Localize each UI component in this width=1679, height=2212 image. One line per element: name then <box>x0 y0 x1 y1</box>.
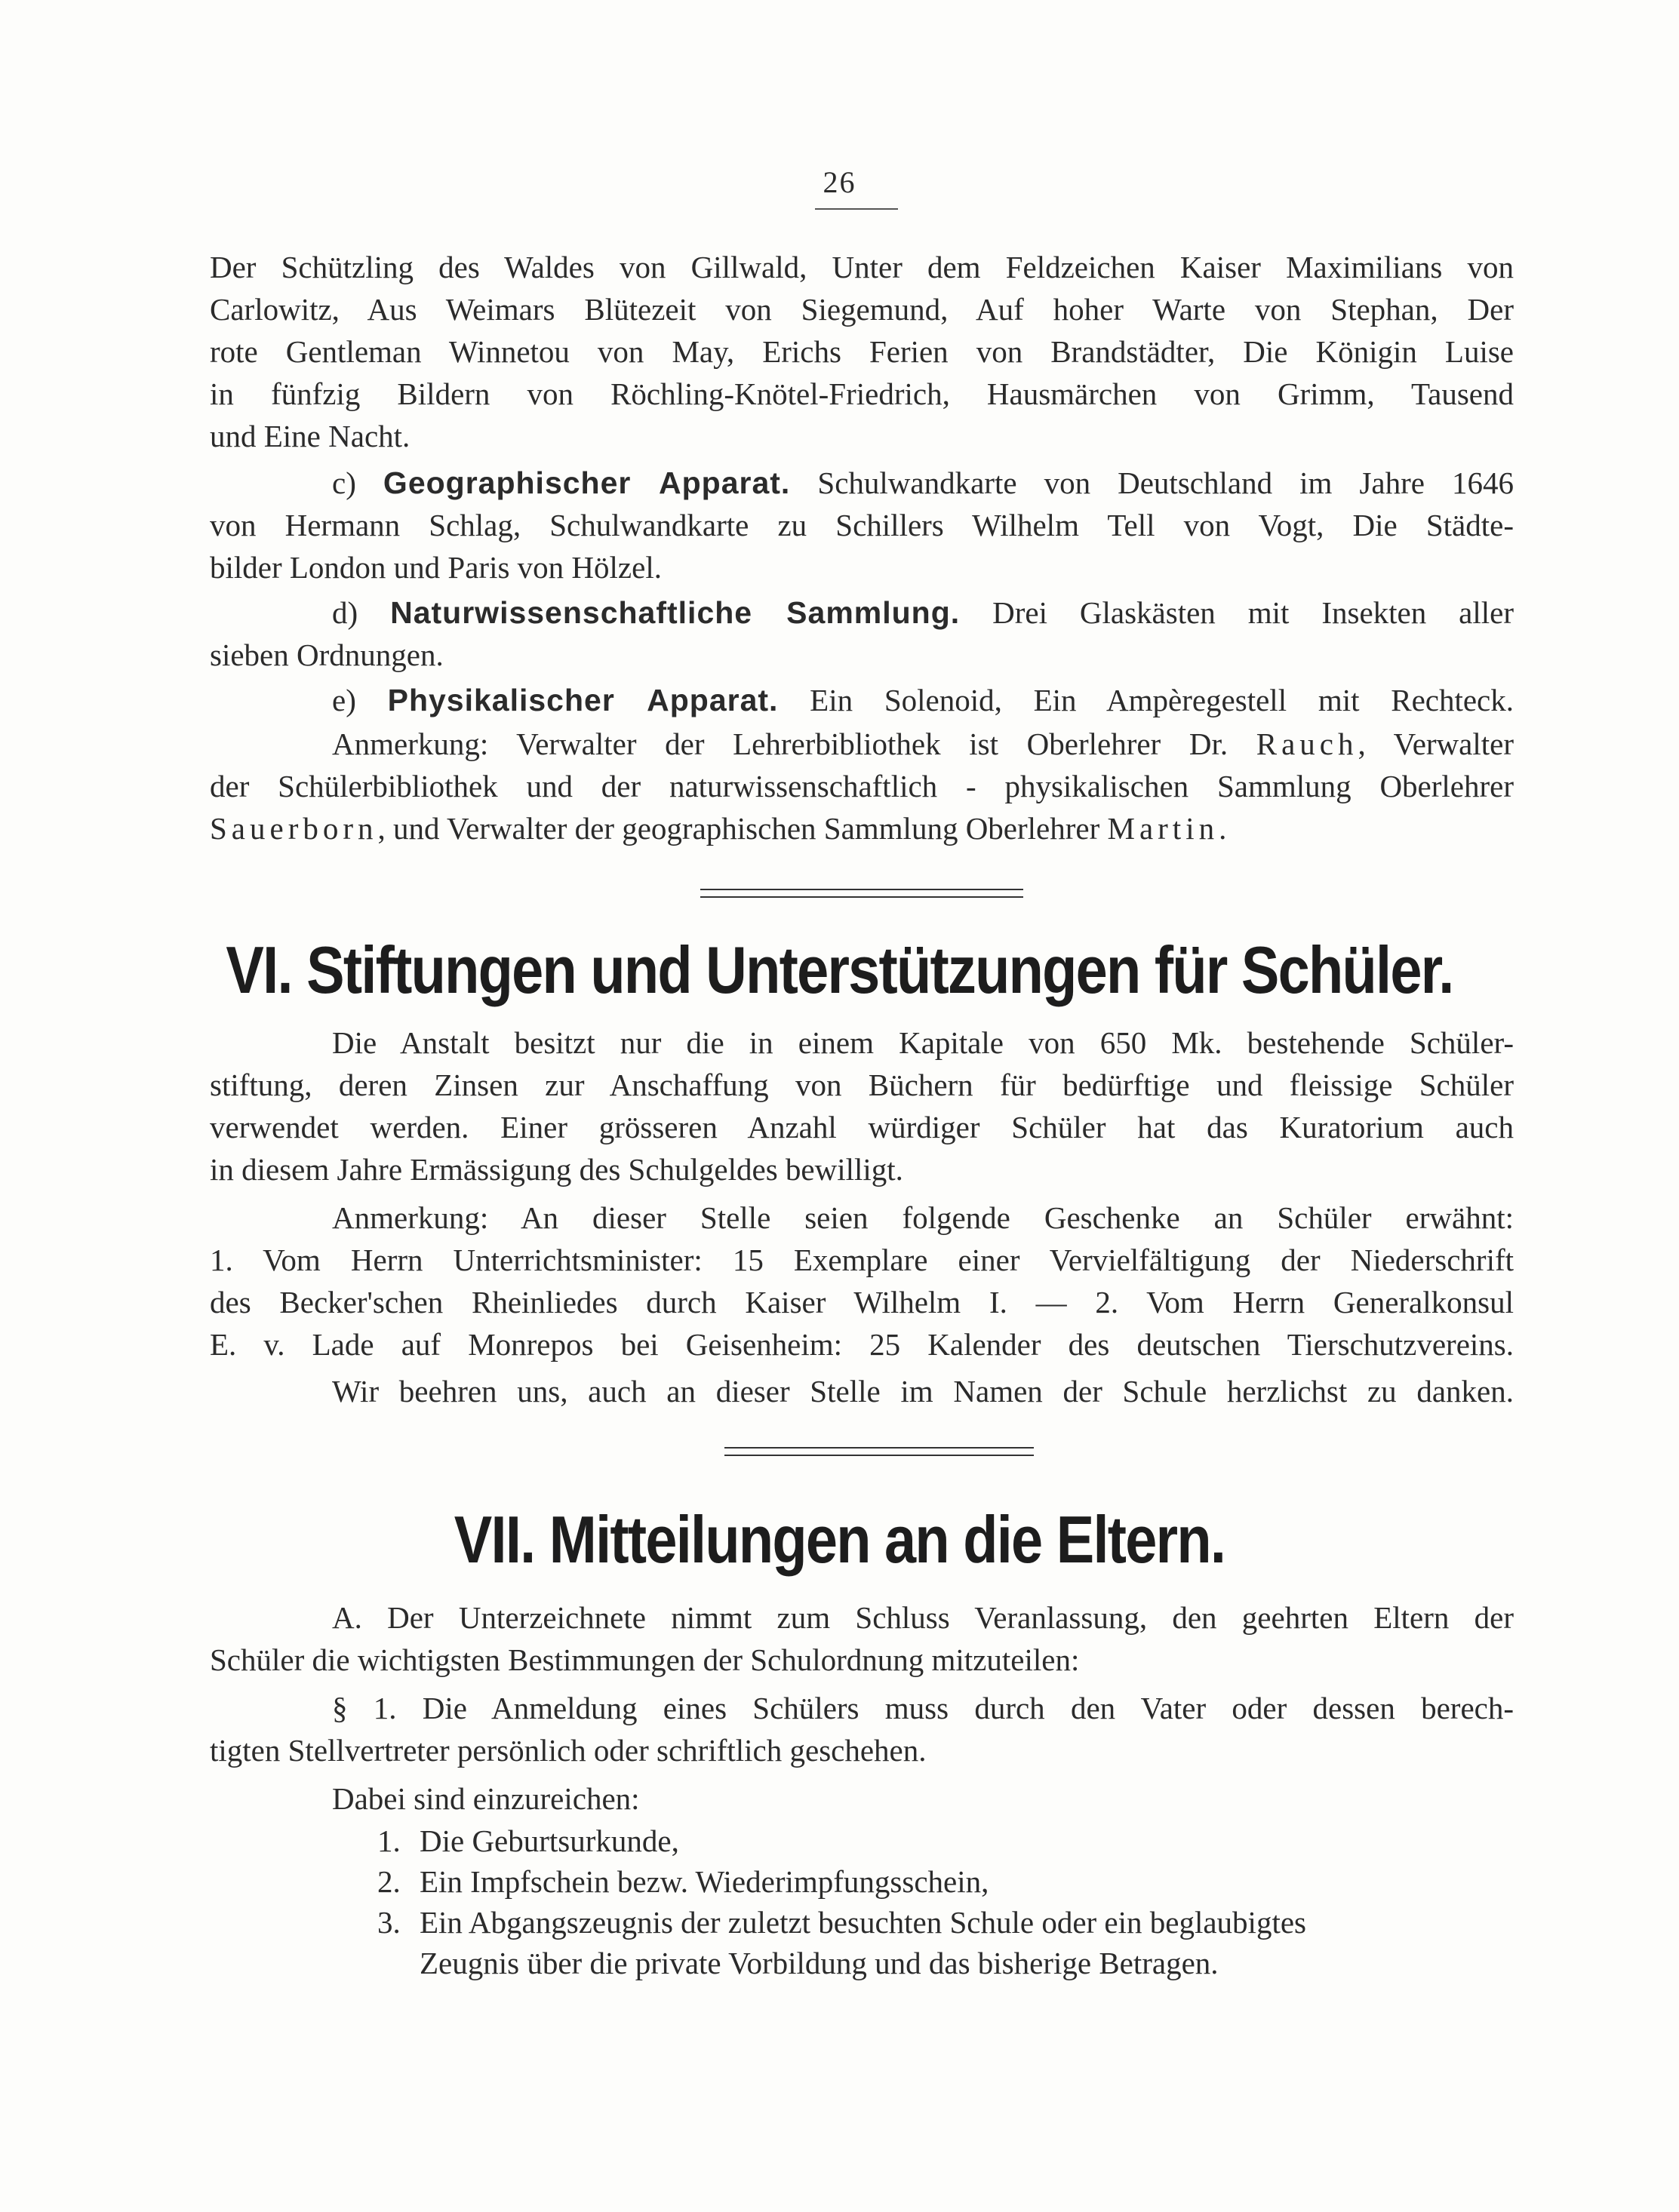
text-line: sieben Ordnungen. <box>210 637 444 672</box>
text-line: § 1. Die Anmeldung eines Schülers muss durch den Vater oder dessen berech- <box>332 1691 1514 1725</box>
note-line <box>210 807 1514 849</box>
text-line: und Eine Nacht. <box>210 419 411 453</box>
note-text: , und Verwalter der geographischen Sammlung Oberlehrer <box>377 811 1100 846</box>
list-text: Ein Abgangszeugnis der zuletzt besuchten Schule oder ein beglaubigtes <box>420 1905 1306 1940</box>
list-number: 3. <box>377 1905 401 1940</box>
item-c-line <box>332 462 1514 504</box>
text-line: von Hermann Schlag, Schulwandkarte zu Schillers Wilhelm Tell von Vogt, Die Städte- <box>210 508 1514 542</box>
item-c-title: Geographischer Apparat. <box>383 465 791 500</box>
note-text: Anmerkung: Verwalter der Lehrerbibliothek ist Oberlehrer Dr. <box>332 727 1228 761</box>
text-line: in diesem Jahre Ermässigung des Schulgeldes bewilligt. <box>210 1152 903 1187</box>
list-text: Die Geburtsurkunde, <box>420 1823 679 1858</box>
note-name: Martin <box>1107 811 1219 846</box>
note-line <box>332 723 1514 765</box>
text-line: Der Schützling des Waldes von Gillwald, Unter dem Feldzeichen Kaiser Maximilians von <box>210 250 1514 284</box>
item-e-line <box>332 679 1514 721</box>
text-line: Dabei sind einzureichen: <box>332 1781 640 1816</box>
text-line: Die Anstalt besitzt nur die in einem Kapitale von 650 Mk. bestehende Schüler- <box>332 1025 1514 1060</box>
item-c-text: Schulwandkarte von Deutschland im Jahre 1646 <box>817 465 1514 500</box>
item-c-prefix: c) <box>332 465 356 500</box>
list-text: Ein Impfschein bezw. Wiederimpfungsschein, <box>420 1864 989 1899</box>
item-d-title: Naturwissenschaftliche Sammlung. <box>390 595 961 630</box>
section-vi-heading: VI. Stiftungen und Unterstützungen für Schüler. <box>226 932 1453 1007</box>
item-d-line <box>332 591 1514 634</box>
item-e-text: Ein Solenoid, Ein Ampèregestell mit Rechteck. <box>810 683 1514 717</box>
section-divider <box>724 1447 1034 1456</box>
list-item <box>377 1860 1514 1903</box>
list-item <box>377 1820 1514 1862</box>
list-number: 2. <box>377 1864 401 1899</box>
list-number: 1. <box>377 1823 401 1858</box>
text-line: stiftung, deren Zinsen zur Anschaffung von Büchern für bedürftige und fleissige Schüler <box>210 1068 1514 1102</box>
note-name: Sauerborn <box>210 811 378 846</box>
text-line: 1. Vom Herrn Unterrichtsminister: 15 Exemplare einer Vervielfältigung der Niederschrift <box>210 1243 1514 1277</box>
text-line: A. Der Unterzeichnete nimmt zum Schluss Veranlassung, den geehrten Eltern der <box>332 1600 1514 1635</box>
text-line: der Schülerbibliothek und der naturwissenschaftlich - physikalischen Sammlung Oberlehrer <box>210 769 1514 803</box>
page-number-rule <box>815 208 898 210</box>
text-line: E. v. Lade auf Monrepos bei Geisenheim: 25 Kalender des deutschen Tierschutzvereins. <box>210 1327 1514 1362</box>
section-divider <box>700 889 1023 898</box>
list-item <box>377 1901 1514 1943</box>
text-line: in fünfzig Bildern von Röchling-Knötel-Friedrich, Hausmärchen von Grimm, Tausend <box>210 376 1514 411</box>
page-number: 26 <box>823 165 856 199</box>
text-line: bilder London und Paris von Hölzel. <box>210 550 662 585</box>
text-line: Carlowitz, Aus Weimars Blütezeit von Siegemund, Auf hoher Warte von Stephan, Der <box>210 292 1514 327</box>
section-vii-heading: VII. Mitteilungen an die Eltern. <box>454 1502 1225 1577</box>
item-d-prefix: d) <box>332 595 358 630</box>
item-d-text: Drei Glaskästen mit Insekten aller <box>992 595 1514 630</box>
note-text: , Verwalter <box>1358 727 1514 761</box>
text-line: tigten Stellvertreter persönlich oder schriftlich geschehen. <box>210 1733 927 1768</box>
item-e-prefix: e) <box>332 683 356 717</box>
note-name: Rauch <box>1256 727 1358 761</box>
item-e-title: Physikalischer Apparat. <box>387 683 779 717</box>
note-text: . <box>1219 811 1227 846</box>
text-line: Anmerkung: An dieser Stelle seien folgende Geschenke an Schüler erwähnt: <box>332 1200 1514 1235</box>
text-line: verwendet werden. Einer grösseren Anzahl würdiger Schüler hat das Kuratorium auch <box>210 1110 1514 1144</box>
text-line: rote Gentleman Winnetou von May, Erichs Ferien von Brandstädter, Die Königin Luise <box>210 334 1514 369</box>
text-line: Schüler die wichtigsten Bestimmungen der Schulordnung mitzuteilen: <box>210 1642 1080 1677</box>
list-item-continuation: Zeugnis über die private Vorbildung und das bisherige Betragen. <box>420 1946 1219 1980</box>
text-line: des Becker'schen Rheinliedes durch Kaiser Wilhelm I. — 2. Vom Herrn Generalkonsul <box>210 1285 1514 1320</box>
text-line: Wir beehren uns, auch an dieser Stelle im Namen der Schule herzlichst zu danken. <box>332 1374 1514 1409</box>
